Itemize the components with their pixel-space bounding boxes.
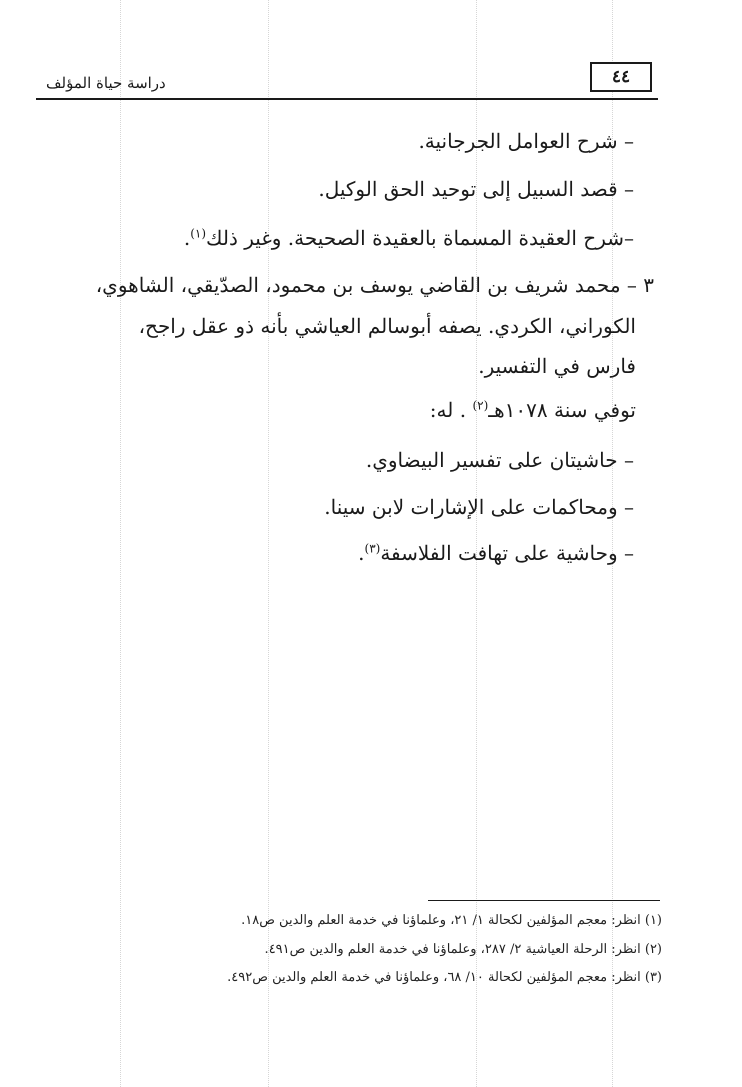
text-line: – حاشيتان على تفسير البيضاوي. — [365, 448, 634, 472]
text-line: ٣ – محمد شريف بن القاضي يوسف بن محمود، الصدّيقي، الشاهوي، — [95, 273, 654, 297]
footnote: (١) انظر: معجم المؤلفين لكحالة ١/ ٢١، وعلماؤنا في خدمة العلم والدين ص١٨. — [241, 913, 662, 928]
text-line-content: – وحاشية على تهافت الفلاسفة — [380, 541, 634, 565]
text-line: – شرح العوامل الجرجانية. — [418, 129, 634, 153]
text-line: – وحاشية على تهافت الفلاسفة$^{(٣)}$. — [358, 541, 634, 565]
text-line-content: توفي سنة ١٠٧٨هـ — [488, 398, 636, 422]
text-line — [430, 397, 636, 423]
text-line-content: –شرح العقيدة المسماة بالعقيدة الصحيحة. وغير ذلك — [206, 226, 634, 250]
footnote: (٢) انظر: الرحلة العياشية ٢/ ٢٨٧، وعلماؤنا في خدمة العلم والدين ص٤٩١. — [264, 942, 662, 957]
footnote-ref: (٣) — [364, 541, 381, 556]
text-line: – ومحاكمات على الإشارات لابن سينا. — [324, 495, 634, 519]
page-number: ٤٤ — [590, 62, 652, 92]
footnote-separator — [428, 900, 660, 901]
text-line: – قصد السبيل إلى توحيد الحق الوكيل. — [318, 177, 634, 201]
running-header-title: دراسة حياة المؤلف — [46, 74, 166, 92]
text-line: فارس في التفسير. — [478, 354, 636, 378]
text-line: –شرح العقيدة المسماة بالعقيدة الصحيحة. وغير ذلك$^{(١)}$. — [183, 226, 634, 250]
footnote: (٣) انظر: معجم المؤلفين لكحالة ١٠/ ٦٨، وعلماؤنا في خدمة العلم والدين ص٤٩٢. — [227, 970, 662, 985]
footnote-ref: (١) — [190, 226, 207, 241]
text-line-content: . له: — [429, 398, 467, 422]
footnote-ref: (٢) — [472, 398, 489, 413]
text-line: الكوراني، الكردي. يصفه أبوسالم العياشي بأنه ذو عقل راجح، — [138, 314, 636, 338]
